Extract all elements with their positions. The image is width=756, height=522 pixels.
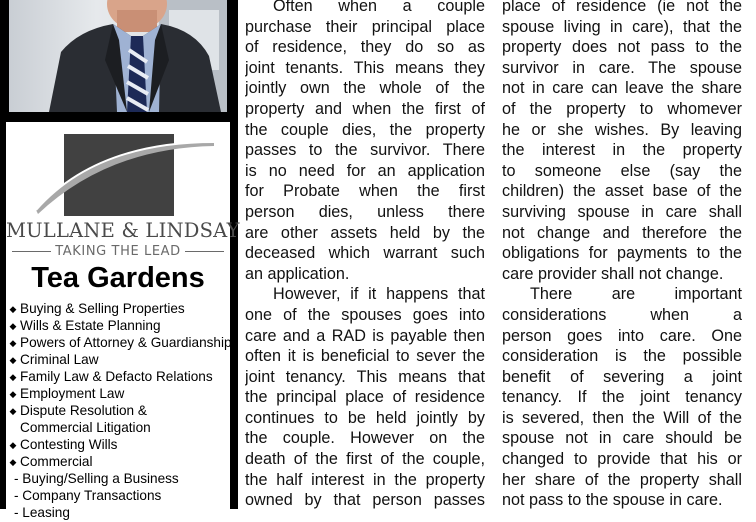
article-text-line: he or she wishes. By leaving (502, 120, 742, 139)
article-text-line: not in care can leave the share (502, 79, 742, 98)
article-text-line: the interest in the property (502, 141, 742, 160)
portrait-photo (9, 0, 227, 112)
article-text-line: survivor in care. The spouse (502, 58, 742, 77)
article-text-line: of residence, they do so as (245, 38, 485, 57)
article-text-line: not pass to the spouse in care. (502, 491, 723, 510)
article-text-line: one of the spouses goes into (245, 305, 485, 324)
article-text-line: surviving spouse in care shall (502, 202, 742, 221)
bullet-icon: ◆ (9, 304, 17, 314)
article-text-line: the principal place of residence (245, 388, 485, 407)
article-text-line: to someone else (say the (502, 161, 742, 180)
service-item-label: Commercial Litigation (20, 420, 151, 435)
service-item (6, 334, 230, 351)
service-item (6, 368, 230, 385)
tagline-row (12, 242, 224, 260)
article-text-line: care provider shall not change. (502, 264, 724, 283)
service-item (6, 300, 230, 317)
service-item-label: Dispute Resolution & (20, 403, 147, 418)
article-text-line: an application. (245, 264, 350, 283)
service-item (6, 504, 230, 521)
article-text-line: consideration is the possible (502, 347, 742, 366)
service-item (6, 351, 230, 368)
service-item-label: Contesting Wills (20, 437, 118, 452)
article-text-line: benefit of severing a joint (502, 367, 742, 386)
portrait-illustration (9, 0, 227, 112)
article-text-line: tenancy. If the joint tenancy (502, 388, 742, 407)
article-text-line: joint tenants. This means they (245, 58, 485, 77)
service-item-label: Family Law & Defacto Relations (20, 369, 213, 384)
service-item (6, 453, 230, 470)
article-text-line: There are important (530, 285, 742, 304)
bullet-icon: ◆ (9, 338, 17, 348)
article-text-line: are other assets held by the (245, 223, 485, 242)
article-text-line: considerations when a (502, 305, 742, 324)
service-item-label: Commercial (20, 454, 93, 469)
article-text-line: deceased which warrant such (245, 244, 485, 263)
article-text-line: not change and therefore the (502, 223, 742, 242)
article-text-line: the couple. However on the (245, 429, 485, 448)
article-text-line: property and when the first of (245, 99, 485, 118)
service-item-label: - Leasing (14, 505, 70, 520)
article-text-line: the half interest in the property (245, 470, 485, 489)
article-text-line: Often when a couple (273, 0, 485, 15)
article-text-line: purchase their principal place (245, 17, 485, 36)
article-text-line: often it is beneficial to sever the (245, 347, 485, 366)
bullet-icon: ◆ (9, 355, 17, 365)
sidebar (0, 0, 240, 520)
article-text-line: continues to be held jointly by (245, 408, 485, 427)
article-column-2 (502, 0, 742, 511)
article-text-line: for Probate when the first (245, 182, 485, 201)
firm-name: MULLANE & LINDSAY (6, 219, 240, 242)
tagline-divider-right (185, 251, 224, 252)
article-text-line: jointly own the whole of the (245, 79, 485, 98)
bullet-icon: ◆ (9, 389, 17, 399)
article-text-line: place of residence (ie not the (502, 0, 742, 15)
service-item (6, 487, 230, 504)
firm-logo-icon (36, 132, 214, 216)
service-item (6, 317, 230, 334)
advertisement-panel (6, 122, 240, 522)
article-text-line: spouse living in care), that the (502, 17, 742, 36)
service-item (6, 402, 230, 419)
service-item-label: - Buying/Selling a Business (14, 471, 179, 486)
article-text-line: passes to the survivor. There (245, 141, 485, 160)
service-item (6, 470, 230, 487)
article-text-line: obligations for payments to the (502, 244, 742, 263)
tagline: TAKING THE LEAD (55, 243, 181, 259)
service-item (6, 436, 230, 453)
article-text-line: However, if it happens that (273, 285, 485, 304)
article-text-line: spouse not in care should be (502, 429, 742, 448)
article-text-line: the couple dies, the property (245, 120, 485, 139)
article-column-1 (245, 0, 485, 511)
service-item-label: Buying & Selling Properties (20, 301, 185, 316)
article-text-line: her share of the property shall (502, 470, 742, 489)
bullet-icon: ◆ (9, 321, 17, 331)
article-text-line: property does not pass to the (502, 38, 742, 57)
article-text-line: changed to provide that his or (502, 450, 742, 469)
article-text-line: care and a RAD is payable then (245, 326, 485, 345)
bullet-icon: ◆ (9, 372, 17, 382)
service-item (6, 419, 230, 436)
service-item (6, 385, 230, 402)
service-item-label: Criminal Law (20, 352, 99, 367)
service-item-label: Powers of Attorney & Guardianship (20, 335, 232, 350)
article-text-line: person goes into care. One (502, 326, 742, 345)
article-text-line: children) the asset base of the (502, 182, 742, 201)
article-text-line: is severed, then the Will of the (502, 408, 742, 427)
article-text-line: death of the first of the couple, (245, 450, 485, 469)
service-item-label: Wills & Estate Planning (20, 318, 161, 333)
bullet-icon: ◆ (9, 457, 17, 467)
bullet-icon: ◆ (9, 406, 17, 416)
service-item-label: Employment Law (20, 386, 125, 401)
article-text-line: joint tenancy. This means that (245, 367, 485, 386)
article-text-line: of the property to whomever (502, 99, 742, 118)
service-item-label: - Company Transactions (14, 488, 162, 503)
office-location: Tea Gardens (31, 262, 205, 294)
article-text-line: owned by that person passes (245, 491, 485, 510)
services-list (6, 300, 230, 521)
bullet-icon: ◆ (9, 440, 17, 450)
tagline-divider-left (12, 251, 51, 252)
article-text-line: is no need for an application (245, 161, 485, 180)
article-text-line: person dies, unless there (245, 202, 485, 221)
